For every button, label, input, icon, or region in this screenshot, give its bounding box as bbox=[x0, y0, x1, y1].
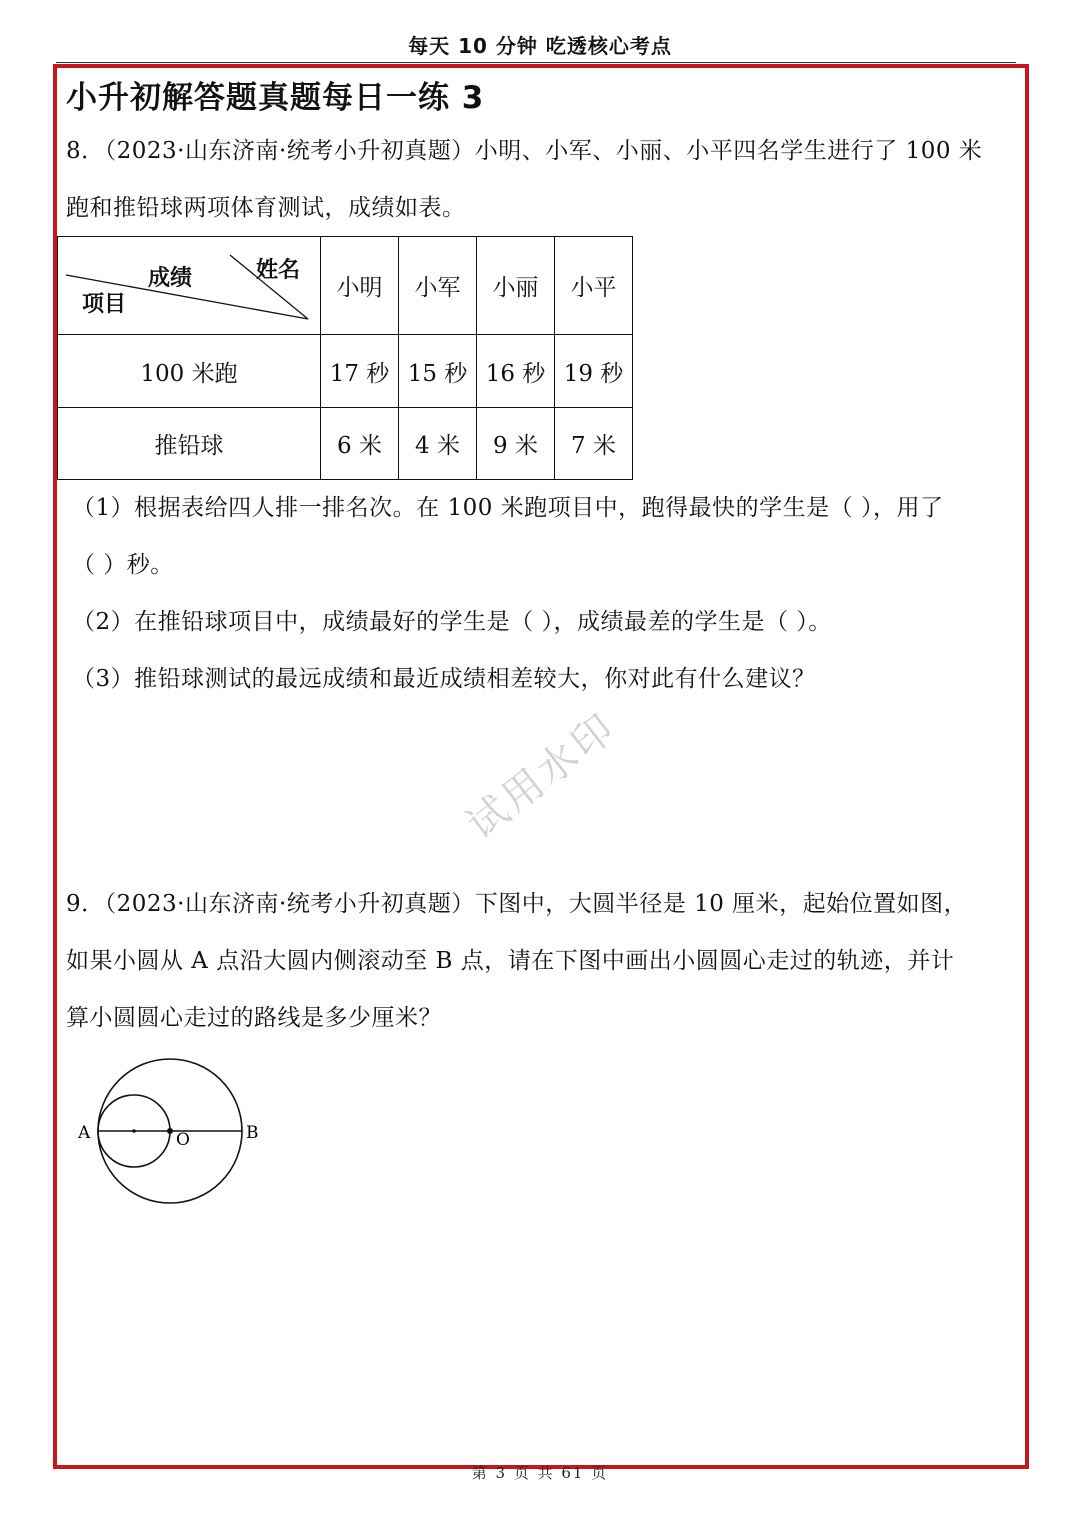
label-a: A bbox=[78, 1123, 91, 1143]
table-header-cell: 小军 bbox=[399, 237, 477, 335]
q8-line-2: 跑和推铅球两项体育测试，成绩如表。 bbox=[66, 195, 466, 221]
sub1-line-1: （1）根据表给四人排一排名次。在 100 米跑项目中，跑得最快的学生是（ ），用了 bbox=[72, 495, 944, 521]
table-cell: 9 米 bbox=[477, 408, 555, 480]
table-row bbox=[58, 408, 633, 480]
q8-text bbox=[66, 123, 1016, 237]
label-b: B bbox=[246, 1123, 259, 1143]
sub1-line-2: （ ）秒。 bbox=[72, 552, 174, 578]
row-label: 推铅球 bbox=[58, 408, 321, 480]
center-dot-o bbox=[167, 1128, 173, 1134]
q9-line-1: 9．（2023·山东济南·统考小升初真题）下图中，大圆半径是 10 厘米，起始位置如图， bbox=[66, 891, 968, 917]
sub3-text: （3）推铅球测试的最远成绩和最近成绩相差较大，你对此有什么建议？ bbox=[72, 666, 816, 692]
circle-figure bbox=[72, 1052, 272, 1212]
watermark: 试用水印 bbox=[458, 703, 626, 849]
table-header-cell: 小平 bbox=[555, 237, 633, 335]
page-header: 每天 10 分钟 吃透核心考点 bbox=[408, 34, 672, 58]
table-cell: 17 秒 bbox=[321, 335, 399, 408]
corner-label-name: 姓名 bbox=[256, 258, 301, 283]
table-cell: 7 米 bbox=[555, 408, 633, 480]
page-title: 小升初解答题真题每日一练 3 bbox=[66, 80, 485, 116]
sub2-text: （2）在推铅球项目中，成绩最好的学生是（ ），成绩最差的学生是（ ）。 bbox=[72, 609, 832, 635]
table-row bbox=[58, 335, 633, 408]
table-cell: 16 秒 bbox=[477, 335, 555, 408]
small-center-dot bbox=[132, 1129, 136, 1133]
q9-line-2: 如果小圆从 A 点沿大圆内侧滚动至 B 点，请在下图中画出小圆圆心走过的轨迹，并计 bbox=[66, 948, 955, 974]
scores-table bbox=[57, 236, 633, 480]
q8-subquestions bbox=[72, 480, 1016, 708]
corner-label-item: 项目 bbox=[82, 292, 127, 317]
table-cell: 6 米 bbox=[321, 408, 399, 480]
table-header-row bbox=[58, 237, 633, 335]
q8-line-1: 8．（2023·山东济南·统考小升初真题）小明、小军、小丽、小平四名学生进行了 100 米 bbox=[66, 138, 983, 164]
table-cell: 19 秒 bbox=[555, 335, 633, 408]
header-divider bbox=[56, 62, 1016, 63]
q9-line-3: 算小圆圆心走过的路线是多少厘米？ bbox=[66, 1005, 442, 1031]
table-cell: 15 秒 bbox=[399, 335, 477, 408]
row-label: 100 米跑 bbox=[58, 335, 321, 408]
table-cell: 4 米 bbox=[399, 408, 477, 480]
label-o: O bbox=[176, 1130, 190, 1150]
page-footer: 第 3 页 共 61 页 bbox=[471, 1464, 609, 1482]
table-header-cell: 小明 bbox=[321, 237, 399, 335]
table-header-cell: 小丽 bbox=[477, 237, 555, 335]
diagonal-header-cell bbox=[58, 237, 321, 335]
corner-label-score: 成绩 bbox=[148, 266, 193, 291]
q9-text bbox=[66, 876, 1016, 1047]
